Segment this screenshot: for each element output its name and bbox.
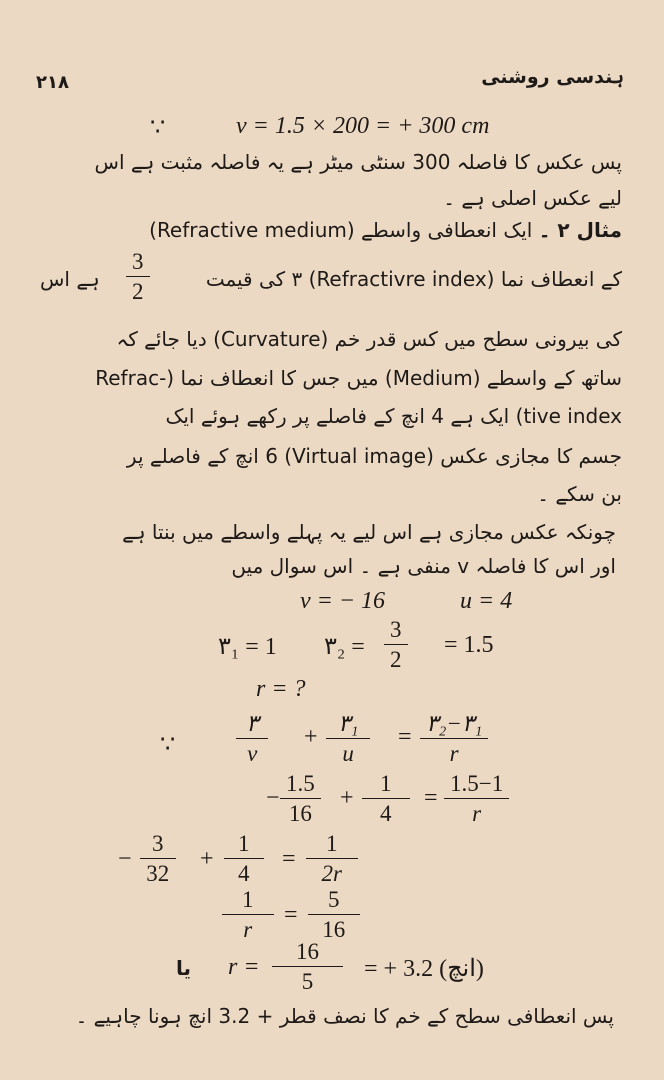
paragraph-line: پس عکس کا فاصلہ 300 سنٹی میٹر ہے یہ فاصلہ مثبت ہے اس: [94, 150, 622, 174]
paragraph-line: لیے عکس اصلی ہے ۔: [443, 186, 622, 210]
conclusion: پس انعطافی سطح کے خم کا نصف قطر + 3.2 انچ ہونا چاہیے ۔: [75, 1004, 614, 1028]
fraction-numerator: 3: [126, 250, 150, 277]
fraction: [326, 712, 370, 765]
fraction-numerator: 1: [306, 832, 358, 859]
therefore-symbol: ∵: [160, 732, 176, 758]
fraction-denominator: 16: [288, 801, 312, 826]
example-line-with-fraction: [206, 267, 622, 291]
value-mu1: ۳₁ = 1: [218, 634, 277, 660]
paragraph-line: اور اس کا فاصلہ v منفی ہے ۔ اس سوال میں: [231, 554, 616, 578]
r-result: = + 3.2 (انچ): [364, 956, 484, 982]
fraction: [272, 940, 343, 993]
operator: =: [398, 724, 412, 750]
example-line2-post: ہے اس: [40, 267, 100, 291]
fraction-denominator: 16: [322, 917, 346, 942]
fraction-numerator: 1: [222, 888, 274, 915]
fraction-denominator: v: [247, 741, 258, 766]
fraction-denominator: 4: [238, 861, 250, 886]
fraction: [444, 772, 509, 825]
operator: =: [284, 902, 298, 928]
fraction-numerator: ۳₂−۳₁: [420, 712, 488, 739]
fraction: [306, 832, 358, 885]
fraction-denominator: r: [472, 801, 482, 826]
fraction-numerator: 1: [362, 772, 410, 799]
fraction: [224, 832, 264, 885]
operator: +: [200, 846, 214, 872]
example-line: ایک انعطافی واسطے (Refractive medium): [149, 218, 533, 242]
example-heading: [149, 218, 622, 242]
fraction-numerator: 1.5: [280, 772, 321, 799]
operator: −: [118, 846, 132, 872]
fraction-numerator: 1: [224, 832, 264, 859]
value-v: v = − 16: [300, 588, 386, 614]
operator: =: [282, 846, 296, 872]
fraction-denominator: 2: [390, 647, 402, 672]
fraction-numerator: ۳: [236, 712, 268, 739]
fraction-denominator: 5: [301, 969, 314, 994]
unknown-r: r = ?: [256, 676, 306, 702]
example-line: tive index) ایک ہے 4 انچ کے فاصلے پر رکھے ہوئے ایک: [165, 404, 622, 428]
example-line: بن سکے ۔: [537, 482, 622, 506]
fraction-numerator: 3: [384, 618, 408, 645]
fraction-refractive-index: [126, 250, 150, 303]
fraction: [140, 832, 176, 885]
fraction-mu2: [384, 618, 408, 671]
ya-or: یا: [176, 956, 192, 980]
page-number: ۲۱۸: [36, 72, 69, 93]
fraction-denominator: r: [449, 741, 459, 766]
fraction-numerator: ۳₁: [326, 712, 370, 739]
operator: −: [266, 785, 280, 811]
fraction-denominator: 32: [146, 861, 170, 886]
fraction-numerator: 3: [140, 832, 176, 859]
example-line: کی بیرونی سطح میں کس قدر خم (Curvature) دیا جائے کہ: [116, 327, 622, 351]
fraction: [420, 712, 488, 765]
fraction: [236, 712, 268, 765]
operator: =: [424, 785, 438, 811]
fraction-denominator: r: [243, 917, 253, 942]
fraction: [308, 888, 360, 941]
velocity-calculation: v = 1.5 × 200 = + 300 cm: [236, 113, 490, 139]
fraction-denominator: 2: [132, 279, 144, 304]
fraction-denominator: 4: [380, 801, 392, 826]
fraction-numerator: 1.5−1: [444, 772, 509, 799]
fraction: [222, 888, 274, 941]
value-mu2-rhs: = 1.5: [444, 632, 494, 658]
operator: +: [340, 785, 354, 811]
fraction: [280, 772, 321, 825]
value-mu2-lhs: ۳₂ =: [324, 634, 365, 660]
fraction: [362, 772, 410, 825]
r-equals: r =: [228, 954, 260, 980]
fraction-denominator: 2r: [321, 861, 342, 886]
fraction-denominator: u: [342, 741, 354, 766]
example-line2-pre: کے انعطاف نما (Refractivre index) ۳ کی قیمت: [205, 267, 622, 291]
example-label: مثال ۲ ۔: [538, 218, 622, 242]
running-title: ہندسی روشنی: [481, 66, 624, 88]
fraction-numerator: 16: [272, 940, 343, 967]
example-line: جسم کا مجازی عکس (Virtual image) 6 انچ کے فاصلے پر: [126, 444, 622, 468]
value-u: u = 4: [460, 588, 513, 614]
paragraph-line: چونکہ عکس مجازی ہے اس لیے یہ پہلے واسطے میں بنتا ہے: [122, 520, 616, 544]
fraction-numerator: 5: [308, 888, 360, 915]
example-line: ساتھ کے واسطے (Medium) میں جس کا انعطاف نما (-Refrac: [95, 366, 622, 390]
therefore-symbol: ∵: [150, 115, 166, 141]
operator: +: [304, 724, 318, 750]
